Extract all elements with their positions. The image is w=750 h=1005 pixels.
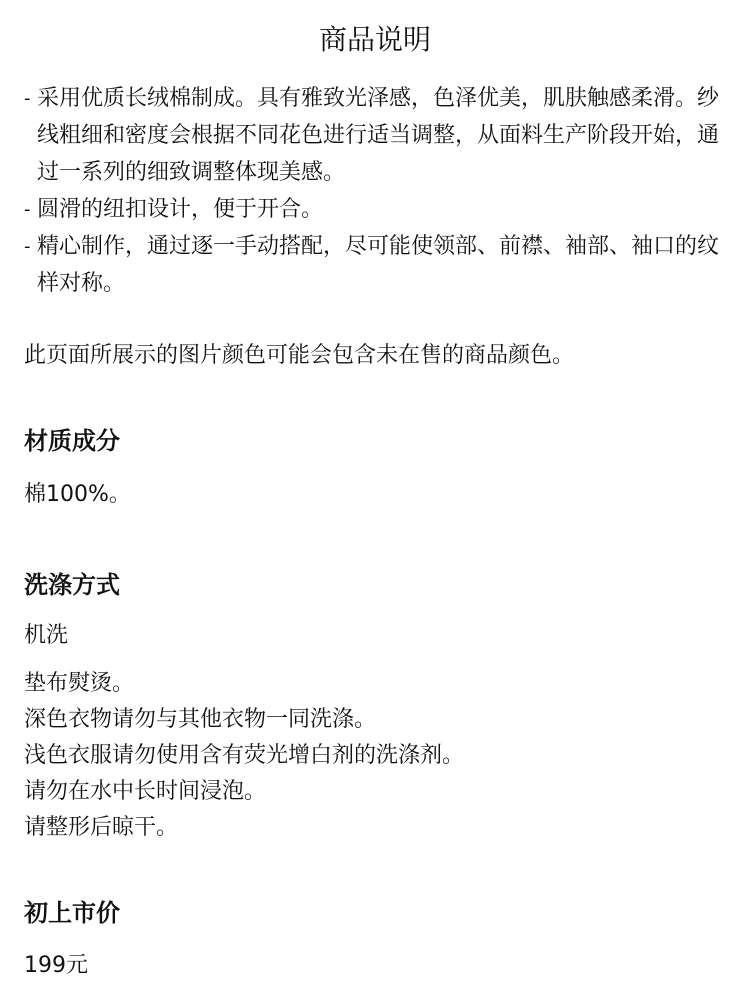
bullet-mark: - xyxy=(24,236,31,257)
description-bullet-fabric xyxy=(24,80,734,191)
care-instructions xyxy=(24,666,734,846)
price-value: 199元 xyxy=(24,953,88,978)
price-heading: 初上市价 xyxy=(24,899,120,927)
care-instruction: 请勿在水中长时间浸泡。 xyxy=(24,779,267,804)
care-heading: 洗涤方式 xyxy=(24,571,120,599)
description-bullet-text: 精心制作，通过逐一手动搭配，尽可能使领部、前襟、袖部、袖口的纹样对称。 xyxy=(37,234,720,296)
description-bullet-text: 采用优质长绒棉制成。具有雅致光泽感，色泽优美，肌肤触感柔滑。纱线粗细和密度会根据不同花色进行适当调整，从面料生产阶段开始，通过一系列的细致调整体现美感。 xyxy=(37,86,720,185)
bullet-mark: - xyxy=(24,88,31,109)
description-bullet-buttons xyxy=(24,191,734,228)
material-heading: 材质成分 xyxy=(24,427,120,455)
care-instruction: 浅色衣服请勿使用含有荧光增白剂的洗涤剂。 xyxy=(24,743,465,768)
description-bullet-pattern xyxy=(24,228,734,302)
bullet-mark: - xyxy=(24,199,31,220)
material-value: 棉100%。 xyxy=(24,482,131,507)
color-disclaimer: 此页面所展示的图片颜色可能会包含未在售的商品颜色。 xyxy=(24,343,575,368)
page-title: 商品说明 xyxy=(318,23,431,56)
care-method: 机洗 xyxy=(24,623,69,648)
care-instruction: 深色衣物请勿与其他衣物一同洗涤。 xyxy=(24,707,377,732)
description-bullets xyxy=(24,80,734,302)
care-instruction: 垫布熨烫。 xyxy=(24,671,135,696)
description-bullet-text: 圆滑的纽扣设计，便于开合。 xyxy=(37,197,324,222)
care-instruction: 请整形后晾干。 xyxy=(24,815,179,840)
